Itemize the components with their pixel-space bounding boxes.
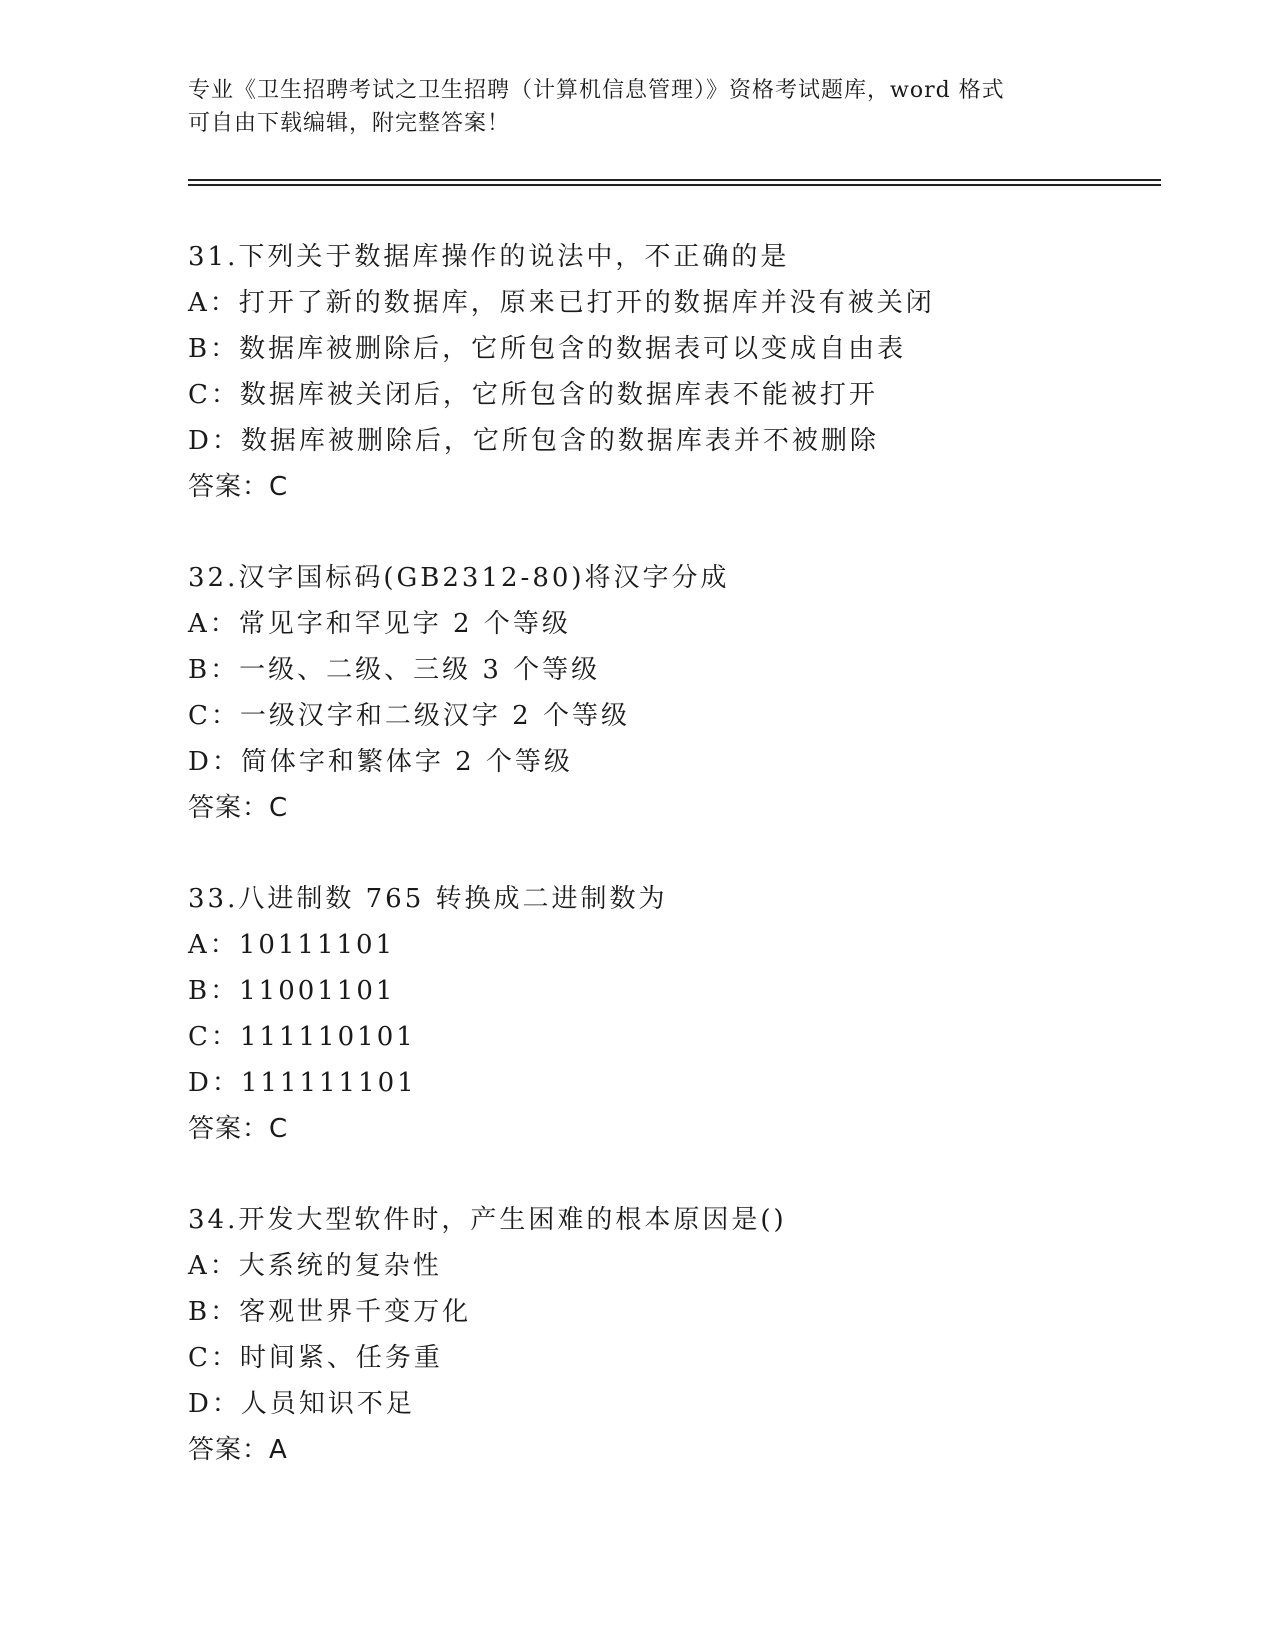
header-divider-bottom — [188, 184, 1161, 186]
option-a: A：常见字和罕见字 2 个等级 — [188, 609, 571, 639]
question-33 — [188, 876, 1168, 1152]
option-b: B：一级、二级、三级 3 个等级 — [188, 655, 601, 685]
option-a: A：打开了新的数据库，原来已打开的数据库并没有被关闭 — [188, 288, 935, 318]
option-d: D：数据库被删除后，它所包含的数据库表并不被删除 — [188, 426, 879, 456]
answer-line: 答案：A — [188, 1435, 288, 1465]
answer-line: 答案：C — [188, 793, 289, 823]
document-header — [188, 74, 1088, 140]
question-34 — [188, 1197, 1168, 1473]
option-c: C：111110101 — [188, 1022, 416, 1052]
question-31 — [188, 234, 1168, 510]
option-d: D：人员知识不足 — [188, 1389, 415, 1419]
option-d: D：111111101 — [188, 1068, 417, 1098]
option-b: B：客观世界千变万化 — [188, 1297, 472, 1327]
header-line-2: 可自由下载编辑，附完整答案！ — [188, 111, 511, 136]
header-line-1: 专业《卫生招聘考试之卫生招聘（计算机信息管理）》资格考试题库，word 格式 — [188, 78, 1005, 103]
option-c: C：数据库被关闭后，它所包含的数据库表不能被打开 — [188, 380, 878, 410]
option-c: C：时间紧、任务重 — [188, 1343, 443, 1373]
question-stem: 32.汉字国标码(GB2312-80)将汉字分成 — [188, 563, 730, 593]
option-a: A：大系统的复杂性 — [188, 1251, 442, 1281]
question-stem: 34.开发大型软件时，产生困难的根本原因是() — [188, 1205, 787, 1235]
option-b: B：数据库被删除后，它所包含的数据表可以变成自由表 — [188, 334, 907, 364]
option-b: B：11001101 — [188, 976, 396, 1006]
question-32 — [188, 555, 1168, 831]
answer-line: 答案：C — [188, 472, 289, 502]
option-c: C：一级汉字和二级汉字 2 个等级 — [188, 701, 630, 731]
option-d: D：简体字和繁体字 2 个等级 — [188, 747, 573, 777]
question-stem: 33.八进制数 765 转换成二进制数为 — [188, 884, 668, 914]
header-divider-top — [188, 179, 1161, 181]
option-a: A：10111101 — [188, 930, 396, 960]
question-stem: 31.下列关于数据库操作的说法中，不正确的是 — [188, 242, 790, 272]
answer-line: 答案：C — [188, 1114, 289, 1144]
